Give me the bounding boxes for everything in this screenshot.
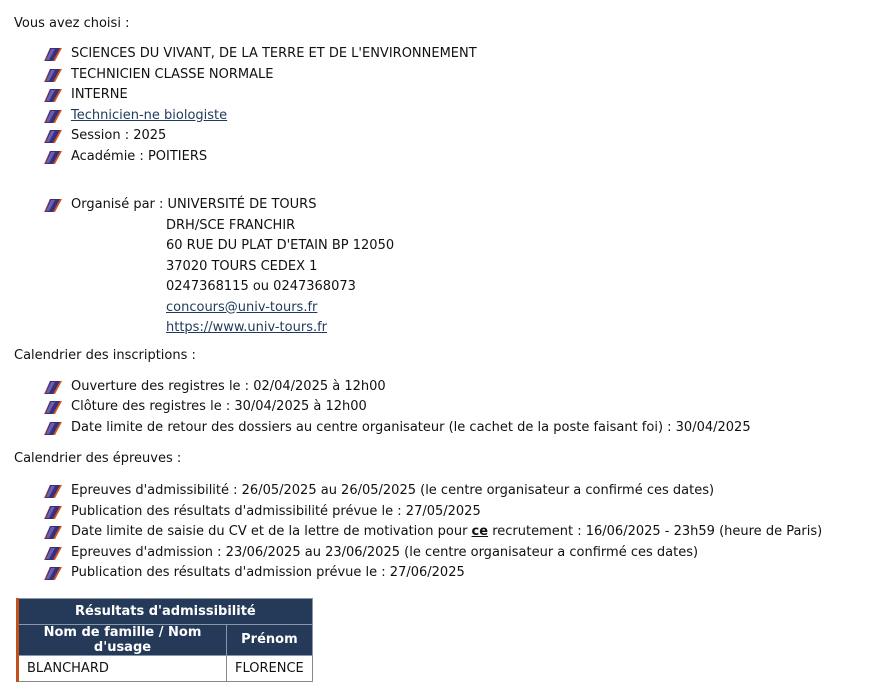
bullet-icon xyxy=(44,421,62,436)
bullet-icon xyxy=(44,88,62,103)
bullet-icon xyxy=(44,380,62,395)
list-item xyxy=(44,418,879,439)
organizer-email-link[interactable]: concours@univ-tours.fr xyxy=(166,299,318,315)
list-item xyxy=(44,126,879,147)
table-row xyxy=(18,655,313,681)
session-text: Session : 2025 xyxy=(71,128,167,143)
column-header-last-name: Nom de famille / Nom d'usage xyxy=(18,624,227,655)
bullet-icon xyxy=(44,484,62,499)
organizer-phone: 0247368115 ou 0247368073 xyxy=(166,279,356,294)
bullet-icon xyxy=(44,150,62,165)
list-item xyxy=(44,195,879,216)
inscriptions-title: Calendrier des inscriptions : xyxy=(14,347,196,363)
bullet-icon xyxy=(44,47,62,62)
organizer-website-row xyxy=(14,318,879,339)
inscription-deadline: Date limite de retour des dossiers au centre organisateur (le cachet de la poste faisant foi) : 30/04/2025 xyxy=(71,419,751,435)
choice-corps: SCIENCES DU VIVANT, DE LA TERRE ET DE L'ENVIRONNEMENT xyxy=(71,46,477,61)
list-item xyxy=(44,85,879,106)
publication-admission: Publication des résultats d'admission prévue le : 27/06/2025 xyxy=(71,565,465,580)
list-item xyxy=(44,377,879,398)
organizer-email-row xyxy=(14,298,879,319)
inscription-opening: Ouverture des registres le : 02/04/2025 à 12h00 xyxy=(71,378,386,394)
list-item xyxy=(44,481,879,502)
bullet-icon xyxy=(44,68,62,83)
results-table-caption: Résultats d'admissibilité xyxy=(18,598,313,624)
inscription-closing: Clôture des registres le : 30/04/2025 à 12h00 xyxy=(71,399,367,414)
bullet-icon xyxy=(44,198,62,213)
cv-deadline-emphasis: ce xyxy=(471,524,489,539)
publication-admissibilite: Publication des résultats d'admissibilité prévue le : 27/05/2025 xyxy=(71,503,481,519)
organizer-line: 60 RUE DU PLAT D'ETAIN BP 12050 xyxy=(166,238,395,253)
bullet-icon xyxy=(44,400,62,415)
list-item xyxy=(44,147,879,168)
epreuves-list xyxy=(14,481,879,584)
organizer-block xyxy=(14,195,879,216)
list-item xyxy=(44,397,879,418)
organizer-line: 37020 TOURS CEDEX 1 xyxy=(166,258,318,274)
epreuve-admissibilite: Epreuves d'admissibilité : 26/05/2025 au 26/05/2025 (le centre organisateur a confirmé ces dates) xyxy=(71,483,715,498)
cell-last-name: BLANCHARD xyxy=(18,655,227,681)
epreuve-admission: Epreuves d'admission : 23/06/2025 au 23/06/2025 (le centre organisateur a confirmé ces dates) xyxy=(71,544,699,560)
bullet-icon xyxy=(44,525,62,540)
bullet-icon xyxy=(44,546,62,561)
organizer-line: DRH/SCE FRANCHIR xyxy=(166,217,296,233)
choice-intro: Vous avez choisi : xyxy=(14,16,130,31)
bullet-icon xyxy=(44,129,62,144)
organizer-label: Organisé par : xyxy=(71,197,168,212)
inscriptions-list xyxy=(14,377,879,439)
job-link[interactable]: Technicien-ne biologiste xyxy=(71,107,228,123)
column-header-first-name: Prénom xyxy=(227,624,313,655)
organizer-website-link[interactable]: https://www.univ-tours.fr xyxy=(166,320,328,335)
list-item xyxy=(44,543,879,564)
organizer-name: UNIVERSITÉ DE TOURS xyxy=(167,197,317,212)
academie-text: Académie : POITIERS xyxy=(71,148,208,164)
cv-deadline-before: Date limite de saisie du CV et de la lettre de motivation pour xyxy=(71,524,472,539)
bullet-icon xyxy=(44,505,62,520)
results-table xyxy=(16,598,313,682)
bullet-icon xyxy=(44,566,62,581)
cv-deadline-after: recrutement : 16/06/2025 - 23h59 (heure de Paris) xyxy=(488,524,823,539)
list-item xyxy=(44,44,879,65)
choice-list xyxy=(14,44,879,167)
bullet-icon xyxy=(44,109,62,124)
choice-grade: TECHNICIEN CLASSE NORMALE xyxy=(71,66,274,82)
choice-type: INTERNE xyxy=(71,87,128,102)
list-item xyxy=(44,65,879,86)
list-item xyxy=(44,502,879,523)
list-item xyxy=(44,106,879,127)
list-item xyxy=(44,522,879,543)
list-item xyxy=(44,563,879,584)
cell-first-name: FLORENCE xyxy=(227,655,313,681)
epreuves-title: Calendrier des épreuves : xyxy=(14,451,182,466)
